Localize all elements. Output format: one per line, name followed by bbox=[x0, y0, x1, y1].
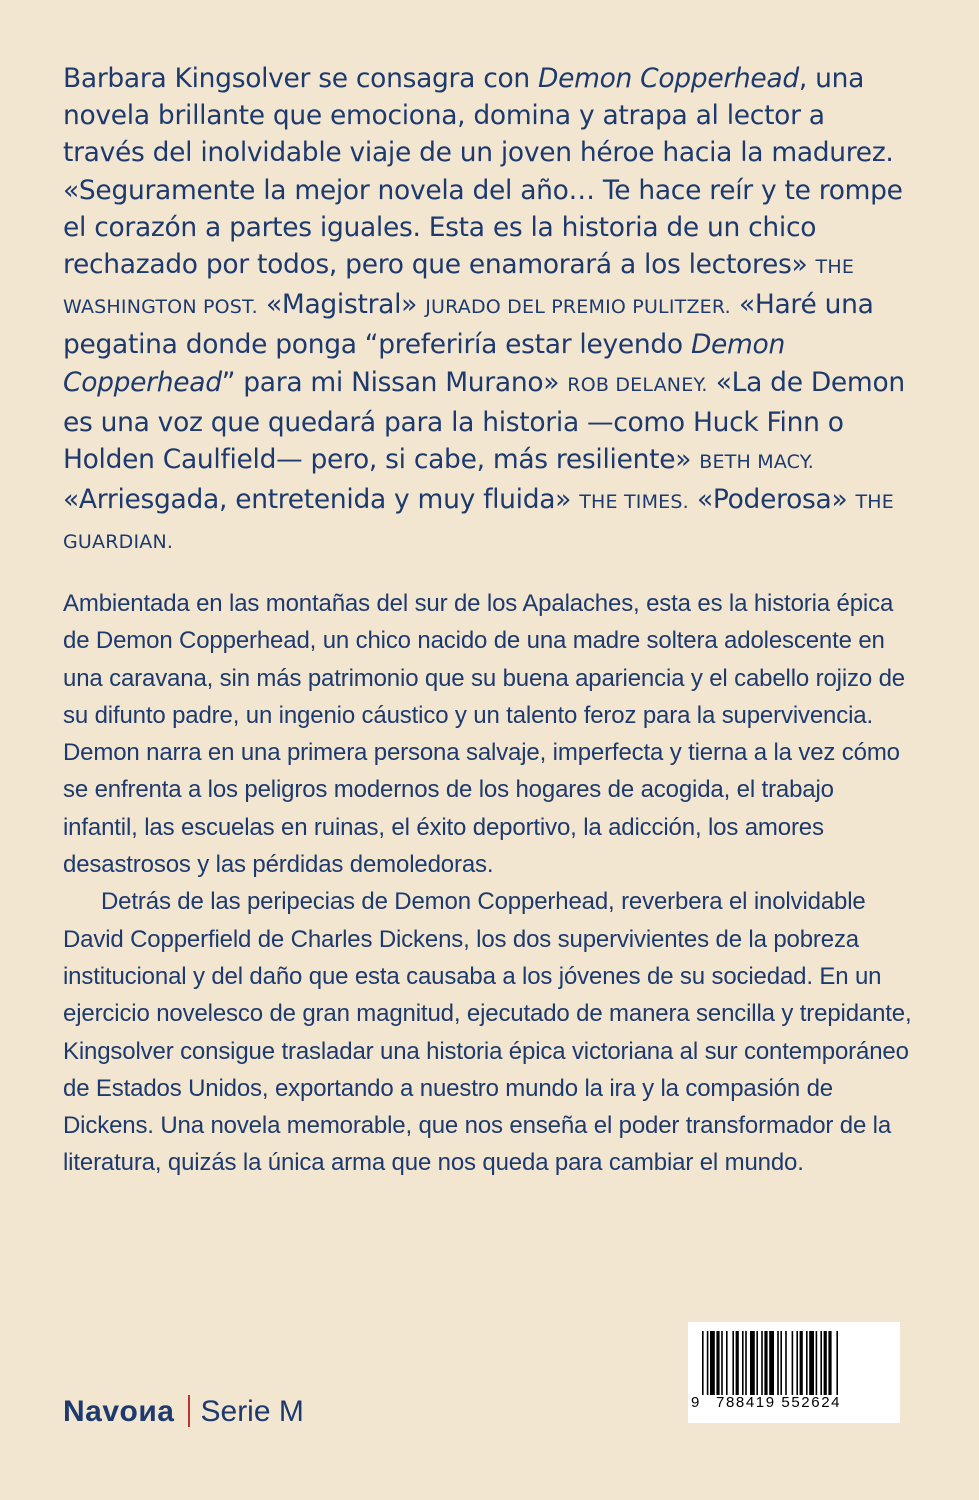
praise-quote: «Haré una pegatina donde ponga “preferiría estar leyendo bbox=[63, 289, 874, 361]
barcode-bars bbox=[702, 1331, 892, 1395]
synopsis-paragraph-1: Ambientada en las montañas del sur de los Apalaches, esta es la historia épica de Demon Copperhead, un chico nacido de una madre soltera adolescente en una caravana, sin más patrimonio que su buena apariencia y el cabello rojizo de su difunto padre, un ingenio cáustico y un talento feroz para la supervivencia. Demon narra en una primera persona salvaje, imperfecta y tierna a la vez cómo se enfrenta a los peligros modernos de los hogares de acogida, el trabajo infantil, las escuelas en ruinas, el éxito deportivo, la adicción, los amores desastrosos y las pérdidas demoledoras. bbox=[63, 590, 906, 879]
praise-quote: , una novela brillante que emociona, domina y atrapa al lector a través del inolvidable viaje de un joven héroe hacia la madurez. «Seguramente la mejor novela del año… Te hace reír y te rompe el corazón a partes iguales. Esta es la historia de un chico rechazado por todos, pero que enamorará a los lectores» bbox=[63, 63, 903, 281]
quote-source: THE TIMES. bbox=[579, 491, 689, 514]
praise-quote: ” para mi Nissan Murano» bbox=[221, 366, 560, 398]
imprint-divider bbox=[188, 1395, 190, 1427]
praise-quote: «Poderosa» bbox=[697, 484, 848, 516]
book-title-italic: Demon Copperhead bbox=[538, 63, 799, 94]
isbn-digits: 788419 552624 bbox=[716, 1394, 842, 1411]
praise-text: Barbara Kingsolver se consagra con bbox=[63, 63, 539, 94]
quote-source: THE WASHINGTON POST. bbox=[63, 256, 855, 319]
book-title-italic: Demon Copperhead bbox=[63, 329, 785, 398]
quote-source: THE GUARDIAN. bbox=[63, 491, 894, 554]
isbn-first-digit: 9 bbox=[691, 1394, 701, 1411]
publisher-logo: Navoиa bbox=[63, 1395, 175, 1428]
praise-quote: «La de Demon es una voz que quedará para la historia —como Huck Finn o Holden Caulfield— pero, si cabe, más resiliente» bbox=[63, 366, 905, 476]
series-name: Serie M bbox=[200, 1395, 304, 1428]
publisher-imprint bbox=[63, 1393, 304, 1431]
praise-quote: «Magistral» bbox=[265, 289, 418, 321]
quote-source: BETH MACY. bbox=[699, 451, 815, 474]
praise-paragraph bbox=[63, 60, 913, 562]
quote-source: JURADO DEL PREMIO PULITZER. bbox=[425, 296, 731, 319]
praise-quote: «Arriesgada, entretenida y muy fluida» bbox=[63, 484, 572, 516]
synopsis-paragraph-2: Detrás de las peripecias de Demon Copperhead, reverbera el inolvidable David Copperfield de Charles Dickens, los dos supervivientes de la pobreza institucional y del daño que esta causaba a los jóvenes de su sociedad. En un ejercicio novelesco de gran magnitud, ejecutado de manera sencilla y trepidante, Kingsolver consigue trasladar una historia épica victoriana al sur contemporáneo de Estados Unidos, exportando a nuestro mundo la ira y la compasión de Dickens. Una novela memorable, que nos enseña el poder transformador de la literatura, quizás la única arma que nos queda para cambiar el mundo. bbox=[63, 888, 912, 1177]
synopsis bbox=[63, 585, 913, 1182]
isbn-barcode bbox=[688, 1322, 900, 1423]
quote-source: ROB DELANEY. bbox=[567, 373, 708, 396]
